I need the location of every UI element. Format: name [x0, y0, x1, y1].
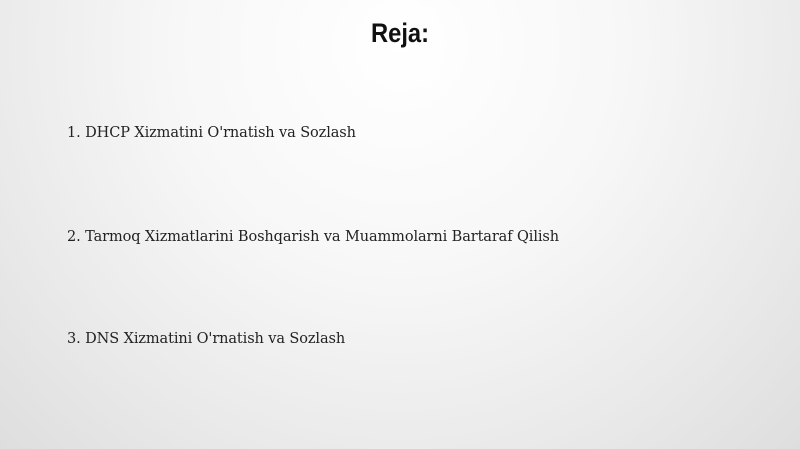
slide-title: Reja:	[370, 18, 430, 48]
agenda-item-network-services: 2. Tarmoq Xizmatlarini Boshqarish va Muammolarni Bartaraf Qilish	[67, 229, 559, 245]
agenda-item-dhcp: 1. DHCP Xizmatini O'rnatish va Sozlash	[67, 125, 356, 141]
agenda-item-dns: 3. DNS Xizmatini O'rnatish va Sozlash	[67, 331, 346, 347]
